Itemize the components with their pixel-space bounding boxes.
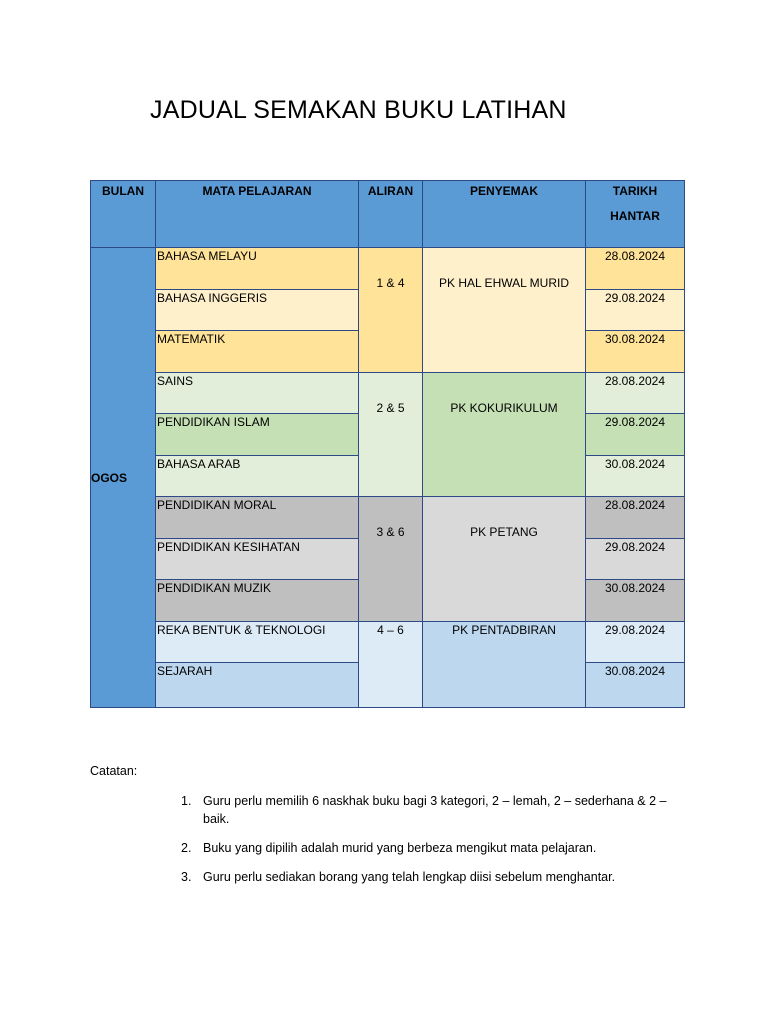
- aliran-cell: 3 & 6: [359, 497, 423, 622]
- penyemak-cell: PK HAL EHWAL MURID: [423, 248, 586, 373]
- date-cell: 29.08.2024: [586, 622, 685, 663]
- note-text: Buku yang dipilih adalah murid yang berbeza mengikut mata pelajaran.: [203, 841, 597, 855]
- subject-cell: PENDIDIKAN MORAL: [156, 497, 359, 539]
- subject-cell: BAHASA ARAB: [156, 456, 359, 497]
- subject-cell: BAHASA MELAYU: [156, 248, 359, 290]
- page-title: JADUAL SEMAKAN BUKU LATIHAN: [150, 96, 567, 124]
- aliran-cell: 2 & 5: [359, 373, 423, 497]
- date-cell: 29.08.2024: [586, 414, 685, 456]
- subject-cell: MATEMATIK: [156, 331, 359, 373]
- header-row: [91, 181, 685, 248]
- header-tarikh-hantar: [586, 181, 685, 248]
- date-cell: 30.08.2024: [586, 456, 685, 497]
- notes-list: [178, 792, 678, 897]
- table-row: [91, 622, 685, 663]
- schedule-table: [90, 180, 685, 708]
- note-text: Guru perlu memilih 6 naskhak buku bagi 3 kategori, 2 – lemah, 2 – sederhana & 2 – baik.: [203, 794, 667, 826]
- list-number: 1.: [181, 794, 192, 808]
- date-cell: 30.08.2024: [586, 580, 685, 622]
- subject-cell: PENDIDIKAN KESIHATAN: [156, 539, 359, 580]
- list-number: 3.: [181, 870, 192, 884]
- month-cell: OGOS: [91, 248, 156, 708]
- subject-cell: SEJARAH: [156, 663, 359, 708]
- notes-label: Catatan:: [90, 764, 138, 778]
- aliran-cell: 1 & 4: [359, 248, 423, 373]
- date-cell: 30.08.2024: [586, 331, 685, 373]
- date-cell: 30.08.2024: [586, 663, 685, 708]
- list-number: 2.: [181, 841, 192, 855]
- header-tarikh: TARIKH: [612, 184, 658, 198]
- table-row: [91, 497, 685, 539]
- header-hantar: HANTAR: [610, 209, 660, 223]
- penyemak-cell: PK KOKURIKULUM: [423, 373, 586, 497]
- header-penyemak: PENYEMAK: [423, 181, 586, 248]
- date-cell: 28.08.2024: [586, 373, 685, 414]
- aliran-cell: 4 – 6: [359, 622, 423, 708]
- note-text: Guru perlu sediakan borang yang telah lengkap diisi sebelum menghantar.: [203, 870, 616, 884]
- table-row: [91, 248, 685, 290]
- date-cell: 28.08.2024: [586, 497, 685, 539]
- list-item: [178, 839, 678, 857]
- header-mata-pelajaran: MATA PELAJARAN: [156, 181, 359, 248]
- subject-cell: REKA BENTUK & TEKNOLOGI: [156, 622, 359, 663]
- header-bulan: BULAN: [91, 181, 156, 248]
- subject-cell: BAHASA INGGERIS: [156, 290, 359, 331]
- list-item: [178, 792, 678, 828]
- subject-cell: SAINS: [156, 373, 359, 414]
- penyemak-cell: PK PENTADBIRAN: [423, 622, 586, 708]
- list-item: [178, 868, 678, 886]
- subject-cell: PENDIDIKAN ISLAM: [156, 414, 359, 456]
- header-aliran: ALIRAN: [359, 181, 423, 248]
- date-cell: 29.08.2024: [586, 539, 685, 580]
- table-row: [91, 373, 685, 414]
- subject-cell: PENDIDIKAN MUZIK: [156, 580, 359, 622]
- date-cell: 28.08.2024: [586, 248, 685, 290]
- date-cell: 29.08.2024: [586, 290, 685, 331]
- penyemak-cell: PK PETANG: [423, 497, 586, 622]
